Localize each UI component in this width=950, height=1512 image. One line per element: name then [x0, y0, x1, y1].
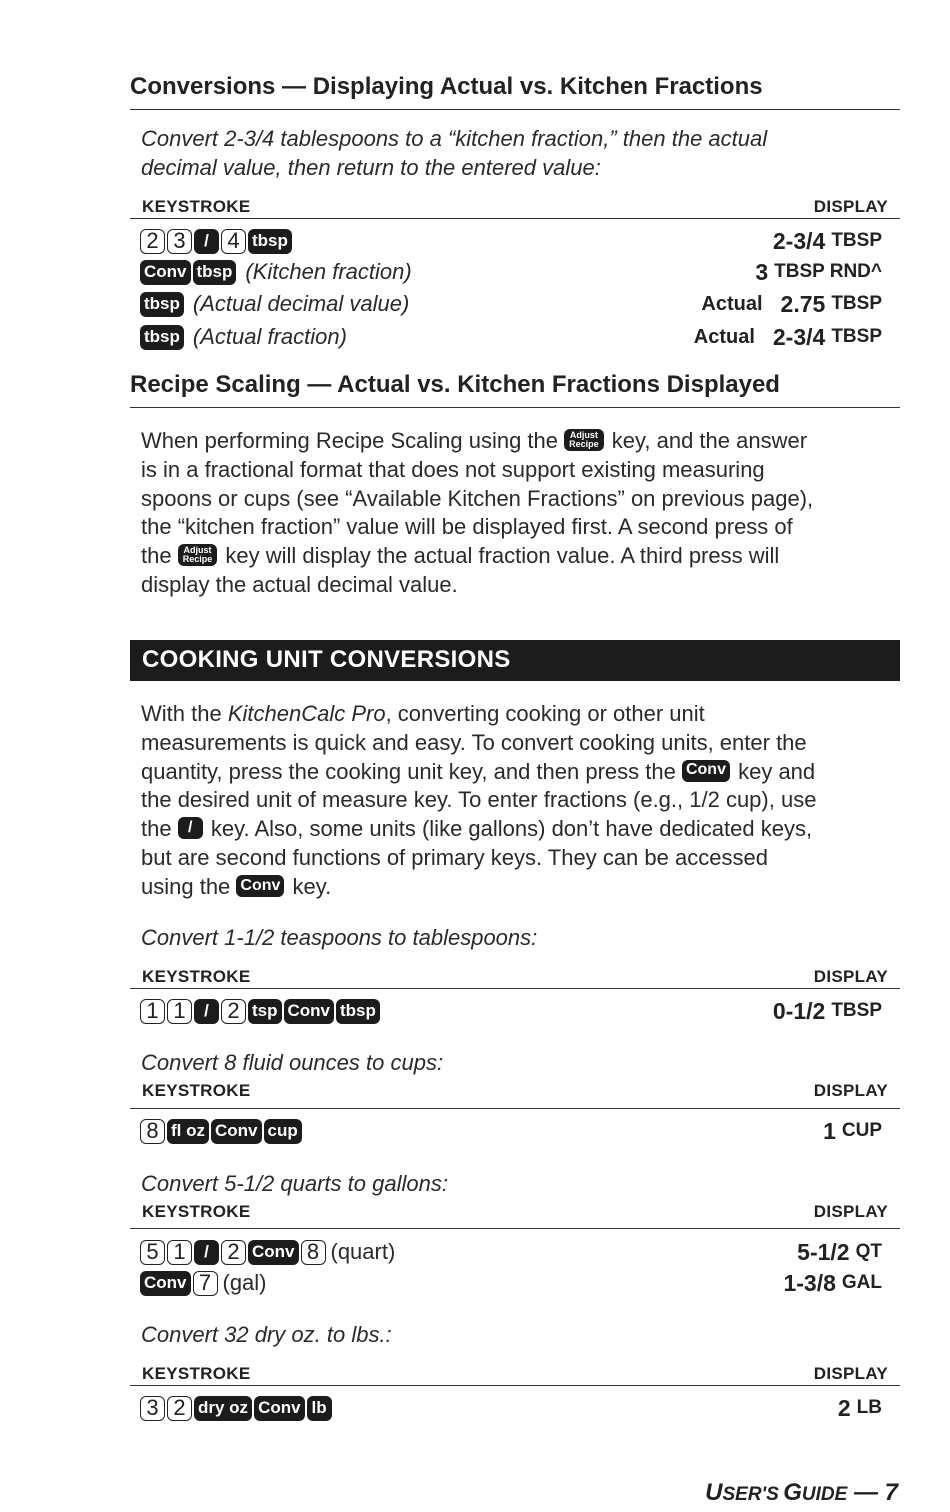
- paragraph-line: the Adjust Recipe key will display the actual fraction value. A third press will: [141, 543, 780, 569]
- display-header: DISPLAY: [813, 967, 888, 986]
- intro-line: decimal value, then return to the entered value:: [141, 154, 601, 180]
- keystroke-row: [140, 1393, 334, 1423]
- recipe-scaling-paragraph: [141, 427, 891, 600]
- key-conv: Conv: [236, 875, 284, 897]
- display-prefix: Actual: [693, 325, 755, 348]
- key-2: 2: [140, 229, 165, 254]
- key-conv: Conv: [140, 1271, 191, 1296]
- table-rule: [130, 1385, 900, 1386]
- display-header: DISPLAY: [813, 1081, 888, 1100]
- paragraph-line: display the actual decimal value.: [141, 571, 458, 597]
- display-value: [694, 322, 882, 352]
- keystroke-row: [140, 226, 294, 256]
- key-dry-oz: dry oz: [194, 1396, 252, 1421]
- display-number: 3: [755, 258, 769, 285]
- example-prompt: Convert 8 fluid ounces to cups:: [141, 1050, 444, 1075]
- keystroke-row: [140, 1268, 267, 1298]
- key-1: 1: [167, 1240, 192, 1265]
- display-unit: TBSP: [831, 326, 882, 347]
- key-5: 5: [140, 1240, 165, 1265]
- banner-title: COOKING UNIT CONVERSIONS: [142, 646, 511, 673]
- display-number: 1-3/8: [783, 1269, 836, 1296]
- paragraph-line: the desired unit of measure key. To enter fractions (e.g., 1/2 cup), use: [141, 787, 817, 813]
- display-prefix: Actual: [701, 292, 763, 315]
- display-number: 2-3/4: [772, 227, 826, 254]
- product-name: KitchenCalc Pro: [227, 701, 386, 726]
- display-value: [773, 996, 882, 1026]
- intro-line: Convert 2-3/4 tablespoons to a “kitchen fraction,” then the actual: [141, 126, 768, 151]
- keystroke-header: KEYSTROKE: [142, 1081, 251, 1100]
- paragraph-line: the / key. Also, some units (like gallons) don’t have dedicated keys,: [141, 816, 813, 842]
- key-conv: Conv: [254, 1396, 305, 1421]
- key-tbsp: tbsp: [193, 260, 237, 285]
- keystroke-row: [140, 1237, 395, 1267]
- section-title-kitchen-fractions: Conversions — Displaying Actual vs. Kitchen Fractions: [130, 73, 763, 100]
- paragraph-line: measurements is quick and easy. To convert cooking units, enter the: [141, 729, 807, 755]
- keystroke-note: (quart): [330, 1239, 396, 1264]
- page-number: 7: [884, 1479, 898, 1506]
- display-unit: TBSP: [831, 1000, 882, 1021]
- display-number: 2.75: [780, 290, 826, 317]
- key-tsp: tsp: [248, 999, 282, 1024]
- key-cup: cup: [264, 1119, 302, 1144]
- table-rule: [130, 1108, 900, 1109]
- display-unit: LB: [856, 1397, 882, 1418]
- example-prompt: Convert 1-1/2 teaspoons to tablespoons:: [141, 925, 538, 950]
- keystroke-header: KEYSTROKE: [142, 1364, 251, 1383]
- display-value: [823, 1116, 882, 1146]
- paragraph-line: is in a fractional format that does not support existing measuring: [141, 456, 765, 482]
- key-slash: /: [178, 817, 203, 839]
- display-value: [838, 1393, 882, 1423]
- keystroke-note: (Actual fraction): [192, 324, 347, 349]
- section-rule: [130, 407, 900, 408]
- keystroke-note: (Kitchen fraction): [245, 259, 412, 284]
- paragraph-line: but are second functions of primary keys. They can be accessed: [141, 844, 768, 870]
- paragraph-line: quantity, press the cooking unit key, and then press the Conv key and: [141, 758, 816, 784]
- kitchen-fraction-intro: [141, 125, 881, 182]
- display-number: 5-1/2: [797, 1238, 850, 1265]
- key-conv: Conv: [284, 999, 335, 1024]
- key-slash: /: [194, 1240, 219, 1265]
- key-lb: lb: [307, 1396, 332, 1421]
- key-7: 7: [193, 1271, 218, 1296]
- key-4: 4: [221, 229, 246, 254]
- key-slash: /: [194, 229, 219, 254]
- cooking-units-paragraph: [141, 700, 891, 902]
- keystroke-header: KEYSTROKE: [142, 1202, 251, 1221]
- key-conv: Conv: [248, 1240, 299, 1265]
- display-unit: TBSP: [831, 293, 882, 314]
- display-number: 2-3/4: [772, 323, 826, 350]
- key-8: 8: [140, 1119, 165, 1144]
- key-conv: Conv: [140, 260, 191, 285]
- keystroke-note: (gal): [222, 1270, 267, 1295]
- key-tbsp: tbsp: [248, 229, 292, 254]
- keystroke-note: (Actual decimal value): [192, 291, 410, 316]
- key-1: 1: [140, 999, 165, 1024]
- display-unit: GAL: [841, 1272, 882, 1293]
- display-unit: CUP: [841, 1120, 882, 1141]
- display-value: [755, 257, 882, 287]
- paragraph-line: When performing Recipe Scaling using the Adjust Recipe key, and the answer: [141, 428, 808, 453]
- keystroke-row: [140, 996, 382, 1026]
- keystroke-row: [140, 289, 409, 319]
- display-number: 2: [837, 1394, 851, 1421]
- keystroke-row: [140, 257, 412, 287]
- display-unit: QT: [855, 1241, 882, 1262]
- display-number: 0-1/2: [772, 997, 826, 1024]
- paragraph-line: using the Conv key.: [141, 873, 332, 899]
- key-tbsp: tbsp: [336, 999, 380, 1024]
- key-adjust-recipe: Adjust Recipe: [178, 544, 218, 566]
- key-2: 2: [221, 999, 246, 1024]
- table-rule: [130, 218, 900, 219]
- display-value: [701, 289, 882, 319]
- section-title-recipe-scaling: Recipe Scaling — Actual vs. Kitchen Fractions Displayed: [130, 371, 780, 398]
- example-prompt: Convert 5-1/2 quarts to gallons:: [141, 1171, 448, 1196]
- display-number: 1: [823, 1117, 836, 1144]
- keystroke-header: KEYSTROKE: [142, 197, 251, 216]
- paragraph-line: the “kitchen fraction” value will be displayed first. A second press of: [141, 514, 793, 540]
- key-1: 1: [167, 999, 192, 1024]
- key-slash: /: [194, 999, 219, 1024]
- display-unit: TBSP: [831, 230, 882, 251]
- example-prompt: Convert 32 dry oz. to lbs.:: [141, 1322, 392, 1347]
- display-header: DISPLAY: [813, 1364, 888, 1383]
- display-header: DISPLAY: [813, 197, 888, 216]
- key-3: 3: [140, 1396, 165, 1421]
- keystroke-row: [140, 1116, 304, 1146]
- keystroke-row: [140, 322, 347, 352]
- display-value: [783, 1268, 882, 1298]
- key-fl-oz: fl oz: [167, 1119, 209, 1144]
- table-rule: [130, 988, 900, 989]
- display-value: [773, 226, 882, 256]
- display-unit: TBSP RND^: [774, 261, 882, 282]
- page-footer: USER'S GUIDE — 7: [705, 1479, 898, 1506]
- table-rule: [130, 1228, 900, 1229]
- section-banner: [130, 640, 900, 681]
- key-3: 3: [167, 229, 192, 254]
- display-header: DISPLAY: [813, 1202, 888, 1221]
- key-2: 2: [167, 1396, 192, 1421]
- paragraph-line: spoons or cups (see “Available Kitchen Fractions” on previous page),: [141, 485, 814, 511]
- keystroke-header: KEYSTROKE: [142, 967, 251, 986]
- key-conv: Conv: [682, 760, 730, 782]
- key-adjust-recipe: Adjust Recipe: [564, 429, 604, 451]
- key-8: 8: [301, 1240, 326, 1265]
- key-tbsp: tbsp: [140, 292, 184, 317]
- paragraph-line: With the KitchenCalc Pro, converting cooking or other unit: [141, 701, 705, 726]
- section-rule: [130, 109, 900, 110]
- key-conv: Conv: [211, 1119, 262, 1144]
- key-2: 2: [221, 1240, 246, 1265]
- display-value: [797, 1237, 882, 1267]
- key-tbsp: tbsp: [140, 325, 184, 350]
